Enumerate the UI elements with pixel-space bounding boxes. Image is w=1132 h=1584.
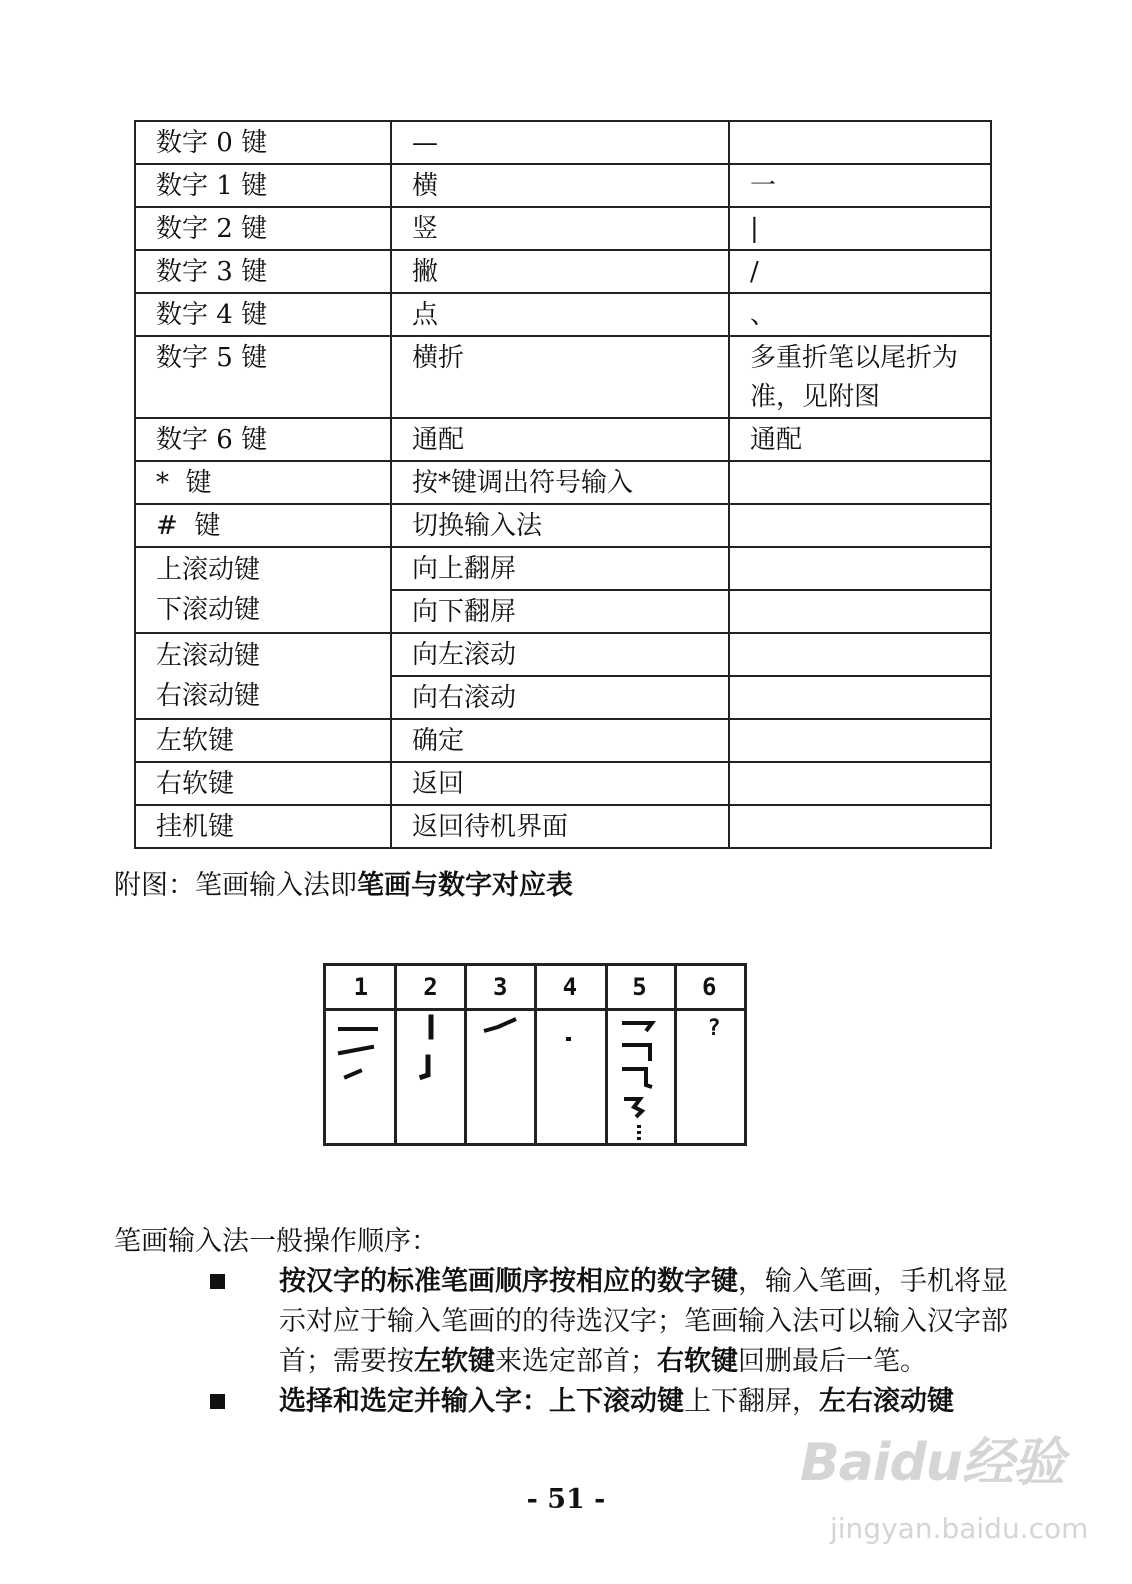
function-cell: 按*键调出符号输入 [391, 461, 729, 504]
function-cell: 横折 [391, 336, 729, 418]
watermark-url: jingyan.baidu.com [830, 1512, 1089, 1545]
table-row [135, 418, 991, 461]
caption-prefix: 附图：笔画输入法即 [114, 870, 357, 901]
note-cell [729, 547, 991, 590]
note-cell [729, 805, 991, 848]
item1-text1: ，输入笔画，手机将显示对应于输入笔画的的待选汉字；笔画输入法可以输入汉字部首；需要按 [279, 1266, 1008, 1377]
caption-bold: 笔画与数字对应表 [357, 870, 573, 901]
stroke-header-4: 4 [562, 973, 578, 1001]
key-cell: 数字 1 键 [135, 164, 391, 207]
note-cell: 、 [729, 293, 991, 336]
function-cell: 向左滚动 [391, 633, 729, 676]
note-cell [729, 762, 991, 805]
stroke-header-2: 2 [423, 973, 438, 1001]
wildcard-symbol: ? [707, 1016, 721, 1041]
note-cell: 多重折笔以尾折为准，见附图 [729, 336, 991, 418]
table-row [135, 121, 991, 164]
bullet-square-icon [210, 1274, 225, 1289]
function-cell: 向上翻屏 [391, 547, 729, 590]
stroke-glyphs [326, 1011, 744, 1143]
stroke-header-5: 5 [632, 973, 647, 1001]
key-cell: 右软键 [135, 762, 391, 805]
table-row [135, 504, 991, 547]
key-cell: 数字 5 键 [135, 336, 391, 418]
function-cell: 确定 [391, 719, 729, 762]
table-row [135, 633, 991, 676]
stroke-header-3: 3 [492, 973, 508, 1001]
item2-bold2: 左右滚动键 [819, 1386, 954, 1417]
item1-bold3: 右软键 [657, 1346, 738, 1377]
key-cell: 数字 6 键 [135, 418, 391, 461]
function-cell: 通配 [391, 418, 729, 461]
stroke-header-1: 1 [353, 973, 369, 1001]
stroke-col2-glyphs [422, 1017, 431, 1077]
key-cell: 数字 4 键 [135, 293, 391, 336]
key-cell-merged [135, 633, 391, 719]
watermark-logo [770, 1420, 1089, 1550]
bullet-square-icon [210, 1394, 225, 1409]
stroke-col4-glyphs [566, 1037, 571, 1041]
item2-text1: 上下翻屏， [684, 1386, 819, 1417]
item1-bold1: 按汉字的标准笔画顺序按相应的数字键 [279, 1266, 738, 1297]
table-row [135, 719, 991, 762]
stroke-col1-glyphs [340, 1029, 376, 1077]
stroke-col3-glyphs [484, 1019, 516, 1031]
function-cell: 返回待机界面 [391, 805, 729, 848]
table-row [135, 207, 991, 250]
note-cell [729, 633, 991, 676]
function-cell: 向右滚动 [391, 676, 729, 719]
list-item [210, 1262, 1020, 1382]
function-cell: 返回 [391, 762, 729, 805]
table-row [135, 250, 991, 293]
item1-text3: 回删最后一笔。 [738, 1346, 927, 1377]
key-cell: * 键 [135, 461, 391, 504]
key-label: 下滚动键 [156, 595, 261, 625]
note-cell [729, 504, 991, 547]
table-row [135, 762, 991, 805]
key-label: 左滚动键 [156, 641, 261, 671]
table-row [135, 461, 991, 504]
note-cell [729, 719, 991, 762]
function-cell: 竖 [391, 207, 729, 250]
key-label: 上滚动键 [156, 555, 261, 585]
function-cell: 向下翻屏 [391, 590, 729, 633]
table-row [135, 293, 991, 336]
section-title: 笔画输入法一般操作顺序： [114, 1226, 438, 1257]
note-cell [729, 676, 991, 719]
key-function-table [134, 120, 992, 849]
key-cell-merged [135, 547, 391, 633]
item2-bold1: 选择和选定并输入字：上下滚动键 [279, 1386, 684, 1417]
instruction-list [210, 1262, 1020, 1422]
watermark-brand: Baidu经验 [800, 1433, 1064, 1493]
table-row [135, 805, 991, 848]
item1-bold2: 左软键 [414, 1346, 495, 1377]
key-label: 右滚动键 [156, 681, 261, 711]
table-row [135, 164, 991, 207]
note-cell: / [729, 250, 991, 293]
key-cell: 数字 0 键 [135, 121, 391, 164]
figure-caption [114, 866, 573, 906]
note-cell [729, 121, 991, 164]
key-cell: 数字 2 键 [135, 207, 391, 250]
table-row [135, 547, 991, 590]
note-cell: | [729, 207, 991, 250]
note-cell [729, 461, 991, 504]
key-cell: 挂机键 [135, 805, 391, 848]
function-cell: 点 [391, 293, 729, 336]
table-row [135, 336, 991, 418]
function-cell: 切换输入法 [391, 504, 729, 547]
item1-text2: 来选定部首； [495, 1346, 657, 1377]
page-number: - 51 - [526, 1484, 606, 1515]
note-cell: 一 [729, 164, 991, 207]
key-cell: 左软键 [135, 719, 391, 762]
function-cell: — [391, 121, 729, 164]
key-cell: 数字 3 键 [135, 250, 391, 293]
function-cell: 撇 [391, 250, 729, 293]
key-cell: # 键 [135, 504, 391, 547]
note-cell [729, 590, 991, 633]
note-cell: 通配 [729, 418, 991, 461]
list-item [210, 1382, 1020, 1422]
function-cell: 横 [391, 164, 729, 207]
stroke-header-6: 6 [701, 973, 717, 1001]
stroke-figure [323, 963, 747, 1146]
stroke-col5-glyphs [622, 1023, 652, 1141]
